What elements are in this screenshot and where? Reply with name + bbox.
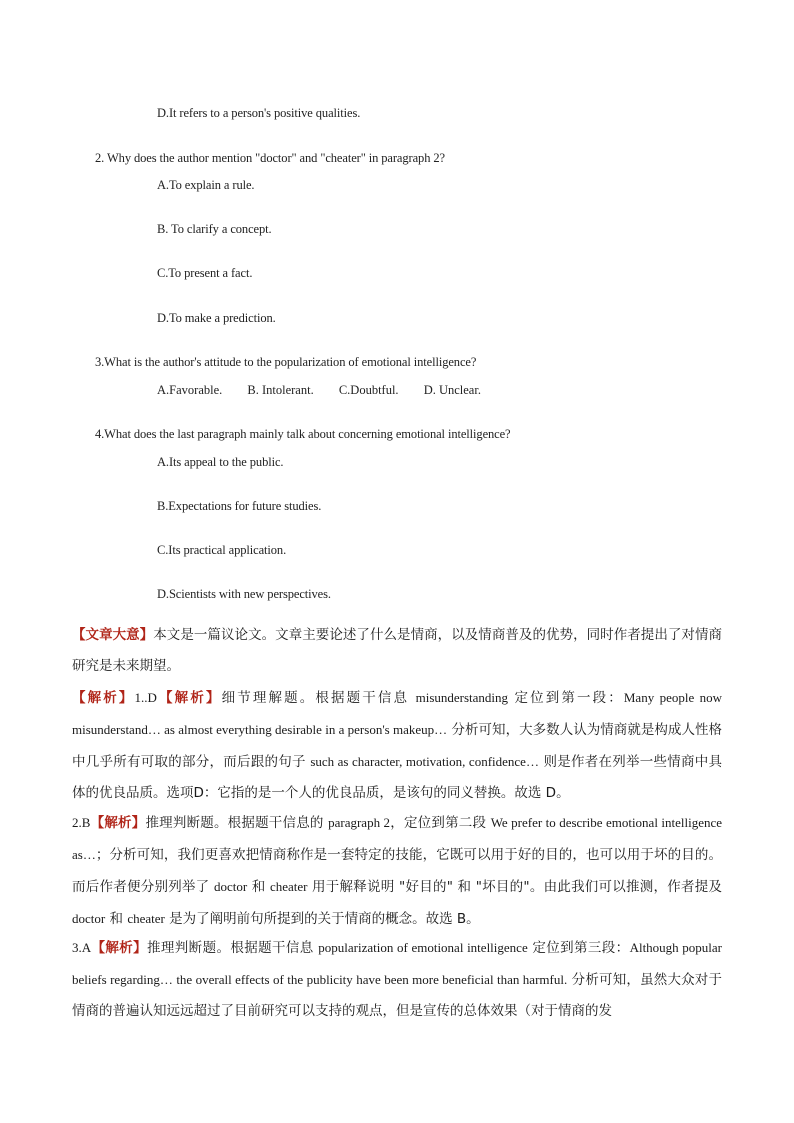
q4-option-a: A.Its appeal to the public. [157,455,284,469]
analysis-3-number: 3.A [72,940,92,955]
analysis-2-text: 用于解释说明 "好目的" 和 "坏目的"。由此我们可以推测，作者提及 [307,879,722,895]
analysis-2-text: 和 [105,911,128,927]
analysis-1-number: 1..D [134,690,157,705]
summary-paragraph [72,620,722,682]
analysis-2-paragraph [72,807,722,935]
analysis-2-tag: 【解析】 [90,815,146,831]
analysis-1-tag-2: 【解析】 [156,690,222,706]
q2-question: 2. Why does the author mention "doctor" and "cheater" in paragraph 2? [95,151,445,165]
analysis-1-text: 则是作者在列举一些情商中具体的优良品质。选项D：它指的是一个人的优良品质，是该句的同义替换。故选 D。 [72,754,723,801]
analysis-1-paragraph [72,682,722,809]
analysis-1-keyword: misunderstanding [415,690,509,705]
analysis-2-text: 推理判断题。根据题干信息的 [145,815,329,831]
analysis-3-keyword: popularization of emotional intelligence [318,940,528,955]
q4-option-c: C.Its practical application. [157,543,287,557]
analysis-2-keyword: cheater [127,911,165,926]
analysis-3-text: 分析可知，虽然大众对于情商的普遍认知远远超过了目前研究可以支持的观点，但是宣传的总体效果（对于情商的发 [72,972,722,1019]
summary-text: 本文是一篇议论文。文章主要论述了什么是情商，以及情商普及的优势，同时作者提出了对情商研究是未来期望。 [72,627,723,674]
analysis-2-keyword: doctor [213,879,248,894]
analysis-2-quote: We prefer to describe emotional intelligence as… [72,815,723,862]
analysis-3-paragraph [72,932,722,1027]
q3-question: 3.What is the author's attitude to the popularization of emotional intelligence? [95,355,477,369]
q3-option-b: B. Intolerant. [247,383,314,397]
analysis-1-quote: such as character, motivation, confidence… [310,754,539,769]
q2-option-c: C.To present a fact. [157,266,253,280]
q3-option-a: A.Favorable. [157,383,223,397]
analysis-1-quote: Many people now misunderstand… as almost everything desirable in a person's makeup… [72,690,723,737]
q2-option-b: B. To clarify a concept. [157,222,272,236]
analysis-1-text: 定位到第一段： [508,690,624,706]
q3-options [157,383,503,398]
q3-option-d: D. Unclear. [423,383,481,397]
summary-tag: 【文章大意】 [72,627,154,643]
analysis-1-text: 细节理解题。根据题干信息 [221,690,416,706]
analysis-2-keyword: cheater [269,879,308,894]
q4-option-d: D.Scientists with new perspectives. [157,587,331,601]
analysis-2-keyword: doctor [72,911,106,926]
analysis-3-text: 推理判断题。根据题干信息 [147,940,319,956]
q1-option-d: D.It refers to a person's positive qualities. [157,106,361,120]
analysis-3-quote: Although popular beliefs regarding… the overall effects of the publicity have been more beneficial than harmful. [72,940,723,987]
analysis-2-number: 2.B [72,815,91,830]
q4-option-b: B.Expectations for future studies. [157,499,322,513]
analysis-2-text: 是为了阐明前句所提到的关于情商的概念。故选 B。 [164,911,480,927]
analysis-2-text: 和 [247,879,270,895]
analysis-1-text: 分析可知，大多数人认为情商就是构成人性格中几乎所有可取的部分，而后跟的句子 [72,722,722,770]
analysis-3-tag: 【解析】 [91,940,148,956]
q4-question: 4.What does the last paragraph mainly talk about concerning emotional intelligence? [95,427,511,441]
analysis-3-text: 定位到第三段： [527,940,630,956]
analysis-2-text: ，定位到第二段 [390,815,491,831]
q2-option-a: A.To explain a rule. [157,178,255,192]
analysis-1-tag: 【解析】 [72,690,135,706]
analysis-2-text: ；分析可知，我们更喜欢把情商称作是一套特定的技能，它既可以用于好的目的，也可以用于坏的目的。而后作者便分别列举了 [72,847,722,895]
analysis-2-keyword: paragraph 2 [328,815,391,830]
q2-option-d: D.To make a prediction. [157,311,276,325]
q3-option-c: C.Doubtful. [338,383,399,397]
